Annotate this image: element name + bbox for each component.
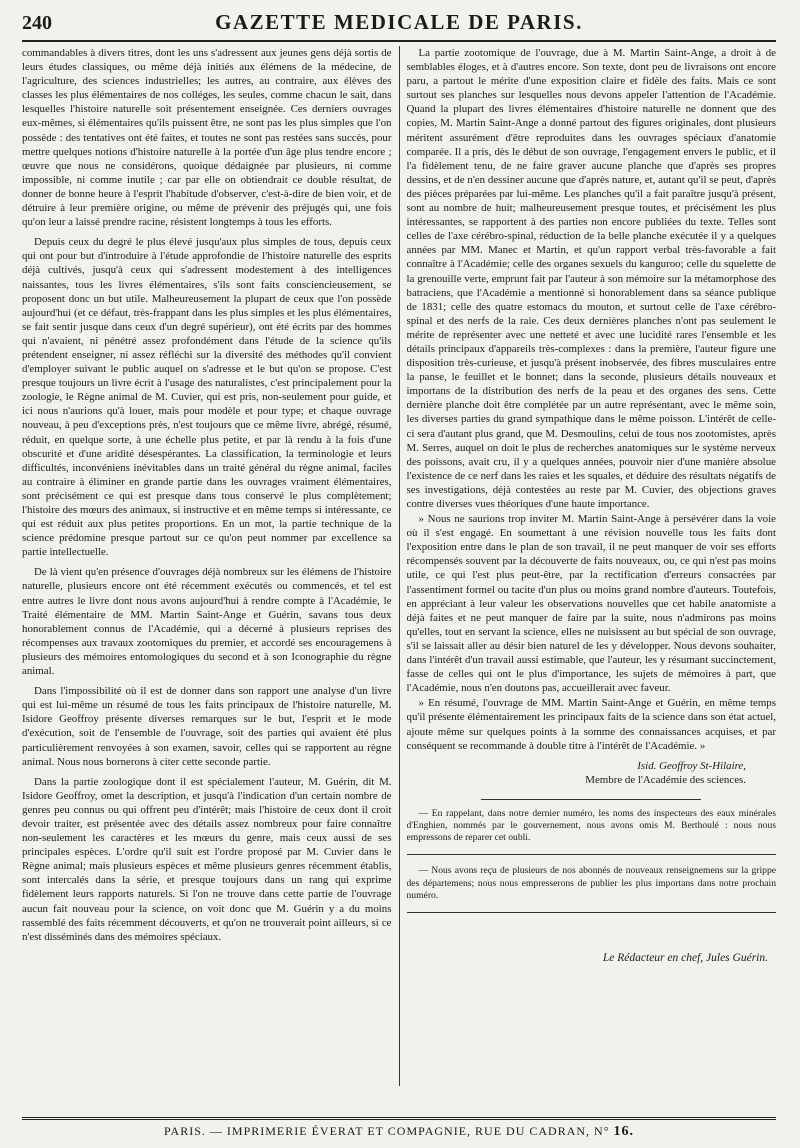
- short-rule: [481, 799, 701, 800]
- note-rule: [407, 912, 777, 913]
- editor-signature: Le Rédacteur en chef, Jules Guérin.: [602, 952, 768, 965]
- page-footer: [22, 1117, 776, 1140]
- printer-imprint: PARIS. — IMPRIMERIE ÉVERAT ET COMPAGNIE, RUE DU CADRAN, N°: [163, 1124, 610, 1138]
- page-header: [22, 10, 776, 42]
- column-divider: [399, 46, 400, 1086]
- paragraph: Dans l'impossibilité où il est de donner dans son rapport une analyse d'un livre qui est lui-même un résumé de tous les faits principaux de l'histoire naturelle, M. Isidore Geoffroy présente diverses remarques sur le but, l'esprit et le mode d'exécution, soit de l'ensemble de l'ouvrage, soit des parties qui avaient été plus particulièrement renvoyées à son examen, savoir, celles qui se rapportent au règne animal. Nous nous bornerons à citer cette seconde partie.: [22, 685, 392, 768]
- paragraph: commandables à divers titres, dont les uns s'adressent aux jeunes gens déjà sortis de leurs études classiques, ou même déjà initiés aux élémens de la médecine, de l'agriculture, des sciences industrielles; les autres, au contraire, aux élèves des classes les plus élémentaires de nos colléges, les seules, comme chacun le sait, dans lesquelles l'histoire naturelle soit présentement enseignée. Ces derniers ouvrages eux-mêmes, si élémentaires qu'ils puissent être, ne sont pas les plus simples que l'on possède : des tentatives ont été faites, et toutes ne sont pas restées sans succès, pour mettre quelques notions d'histoire naturelle à la portée d'un âge plus tendre encore ; œuvre que nous ne considérons, quoique dédaignée par plusieurs, ni comme impossible, ni comme inutile ; car par elle on obtiendrait ce double résultat, de donner de bonne heure à l'esprit l'habitude d'observer, c'est-à-dire de bien voir, et de détruire à leur première origine, ou même de prévenir des préjugés qui, une fois qu'on leur a laissé prendre racine, résistent longtemps à tous les efforts.: [22, 47, 392, 229]
- paragraph: De là vient qu'en présence d'ouvrages déjà nombreux sur les élémens de l'histoire naturelle, plusieurs encore ont été récemment exécutés ou commencés, et tel est entre autres le livre dont nous avons aujourd'hui à rendre compte à l'Académie, le Traité élémentaire de MM. Martin Saint-Ange et Guérin, savans tous deux honorablement connus de l'Académie, qui a décerné à plusieurs reprises des récompenses aux travaux zootomiques du premier, et accordé ses encouragemens à plusieurs des mémoires entomologiques du second et à son Iconographie du règne animal.: [22, 566, 392, 678]
- signature-name: Isid. Geoffroy St-Hilaire,: [637, 759, 746, 772]
- paragraph: La partie zootomique de l'ouvrage, due à M. Martin Saint-Ange, a droit à de semblables éloges, et à d'autres encore. Son texte, dont peu de livraisons ont encore paru, a partout le mérite d'une exposition claire et fidèle des faits. Mais ce sont surtout ses planches sur lesquelles nous devons appeler l'attention de l'Académie. Quand la plupart des livres élémentaires d'histoire naturelle ne donnent que des copies, M. Martin Saint-Ange a donné partout des figures originales, dont plusieurs méritent assurément d'être reproduites dans les ouvrages spéciaux d'anatomie comparée. Il a pris, dès le début de son ouvrage, l'engagement envers le public, et il l'a fidèlement tenu, de ne faire graver aucune planche que d'après ses propres dessins, et de n'en dessiner aucune que d'après nature, et, autant qu'il se peut, d'après des pièces préparées par lui-même. Les planches qu'il a fait paraître jusqu'à présent, sont au nombre de huit; malheureusement presque toutes, et précisément les plus intéressantes, se rapportent à des parties non encore publiées du texte. Telles sont celles de l'axe cérébro-spinal, réduction de la belle planche exécutée il y a quelques années par MM. Manec et Martin, et qu'un rapport verbal très-favorable a fait connaître à l'Académie; celle des organes sexuels du kanguroo; celle du squelette de la grenouille verte, emprunt fait par l'auteur à son mémoire sur la métamorphose des batraciens, que l'Académie a mentionné si honorablement dans sa séance publique de 1831; celle des quatre estomacs du mouton, et surtout celle de l'axe cérébro-spinal et des nerfs de la raie. Ces deux dernières planches n'ont pas seulement le mérite de représenter avec une netteté et avec une lucidité rares l'ensemble et les détails principaux d'appareils très-complexes : dans la première, l'auteur figure une disposition très-curieuse, et jusqu'à présent inobservée, des fibres musculaires entre la panse, le feuillet et le bonnet; dans la seconde, plusieurs détails nouveaux et importans de la distribution des nerfs de la peau et des organes des sens. Cette dernière planche doit être complétée par un autre représentant, avec le même soin, les diverses parties du grand sympathique dans le même poisson. L'intérêt de celle-ci sera d'autant plus grand, que M. Desmoulins, celui de tous nos zootomistes, après M. Serres, auquel on doit le plus de recherches anatomiques sur le système nerveux des poissons, avait cru, il y a quelques années, pouvoir nier d'une manière absolue l'existence de ce nerf dans les raies et les squales, et déduire des résultats négatifs de ses investigations, déjà contestées au reste par M. Cuvier, des objections graves contre diverses vues théoriques d'une haute importance.: [406, 47, 776, 510]
- paragraph: » En résumé, l'ouvrage de MM. Martin Saint-Ange et Guérin, en même temps qu'il présente élémentairement les principaux faits de la science dans son état actuel, ajoute même sur quelques points à la somme des connaissances acquises, et par conséquent se recommande à double titre à l'intérêt de l'Académie. »: [406, 697, 776, 752]
- issue-number: 16.: [613, 1124, 634, 1139]
- article-columns: [22, 46, 776, 1086]
- signature-title: Membre de l'Académie des sciences.: [585, 773, 746, 786]
- masthead-title: GAZETTE MEDICALE DE PARIS.: [215, 10, 583, 34]
- paragraph: » Nous ne saurions trop inviter M. Martin Saint-Ange à persévérer dans la voie où il s'est engagé. En soumettant à une révision nouvelle tous les faits dont l'exposition entre dans le plan de son travail, il ne peut manquer de voir ses efforts récompensés souvent par la découverte de faits nouveaux, ou, ce qui n'est pas moins utile, ce qui l'est plus peut-être, par la rectification d'erreurs consacrées par l'assentiment formel ou tacite d'un plus ou moins grand nombre d'auteurs. Toutefois, en appréciant à leur valeur les observations nouvelles que cet habile anatomiste a déjà faites et ne peut manquer de faire par la suite, nous n'admirons pas moins qu'elles, tout en servant la science, elles ne nuisissent au but spécial de son ouvrage, s'il se laissait aller au désir bien naturel de les y développer. Nous devons souhaiter, dans l'intérêt d'un travail aussi estimable, que l'auteur, les y résumant succinctement, fasse de celles qui ont le plus d'importance, les sujets de mémoires à part, que l'Académie, nous n'en doutons pas, accueillerait avec faveur.: [406, 513, 776, 695]
- paragraph: Dans la partie zoologique dont il est spécialement l'auteur, M. Guérin, dit M. Isidore Geoffroy, omet la description, et jusqu'à l'indication d'un certain nombre de genres peu connus ou qui offrent peu d'intérêt; mais l'histoire de ceux dont il croit devoir traiter, est présentée avec des détails assez nombreux pour faire connaître non-seulement les caractères et les mœurs du genre, mais ceux aussi de ses principales espèces. L'ordre qu'il suit est l'ordre proposé par M. Cuvier dans le Règne animal; mais plusieurs espèces et même plusieurs genres récemment établis, sont intercalés dans la série, et presque toujours dans un rang qui exprime fidèlement leurs rapports naturels. Si l'on ne trouve dans cette partie de l'ouvrage aucun fait nouveau pour la science, on voit donc que M. Guérin y a du moins rassemblé des faits récemment découverts, et qu'on ne trouverait point ailleurs, si ce n'est disséminés dans des mémoires spéciaux.: [22, 775, 392, 943]
- note-rule: [407, 854, 777, 855]
- paragraph: Depuis ceux du degré le plus élevé jusqu'aux plus simples de tous, depuis ceux qui ont pour but d'introduire à l'étude approfondie de l'histoire naturelle des esprits déjà cultivés, jusqu'à ceux qui s'adressent modestement à des intelligences naissantes, tous les livres élémentaires, s'ils sont faits consciencieusement, se proposent donc un but utile. Malheureusement la plupart de ceux que l'on possède aujourd'hui (et ce défaut, très-frappant dans les plus simples et les plus élémentaires, se fait sentir jusque dans ceux d'un degré supérieur), ont été écrits par des hommes qui n'avaient, ni pénétré assez profondément dans l'étude de la science qu'ils prétendent enseigner, ni assez réfléchi sur la diversité des méthodes qu'il convient d'employer suivant le public auquel on s'adresse et le but qu'on se propose. C'est presque toujours un livre écrit à l'usage des naturalistes, c'est principalement pour la zoologie, le Règne animal de M. Cuvier, qui est pris, non-seulement pour guide, et ici nous n'aurions qu'à louer, mais pour modèle et pour type; et chaque ouvrage nouveau, à peu d'exceptions près, n'est toujours que ce même livre, abrégé, résumé, réduit, en quelque sorte, à une échelle plus petite, et par là rendu à la fois d'une obscurité et d'une aridité désespérantes. La classification, la terminologie et leurs difficultés, inconvéniens inévitables dans un traité général du règne animal, faciles au contraire à éliminer en grande partie dans les ouvrages vraiment élémentaires, sont précisément ce qui est presque dans tous conservé le plus complètement; l'histoire des mœurs des animaux, si instructive et en même temps si intéressante, ce qui est réduit aux plus petites proportions. En un mot, la partie technique de la science prédomine presque partout sur ce qu'on peut nommer par excellence sa partie intellectuelle.: [22, 236, 392, 559]
- news-note: — En rappelant, dans notre dernier numéro, les noms des inspecteurs des eaux minérales d'Enghien, nommés par le gouvernement, nous avons omis M. Berthoulé : nous nous empressons de reparer cet oubli.: [406, 807, 776, 844]
- right-column: [407, 46, 777, 1086]
- page-number: 240: [22, 12, 52, 34]
- left-column: [22, 46, 392, 1086]
- news-note: — Nous avons reçu de plusieurs de nos abonnés de nouveaux renseignemens sur la grippe des départemens; nous nous empresserons de publier les plus importans dans notre prochain numéro.: [406, 865, 776, 901]
